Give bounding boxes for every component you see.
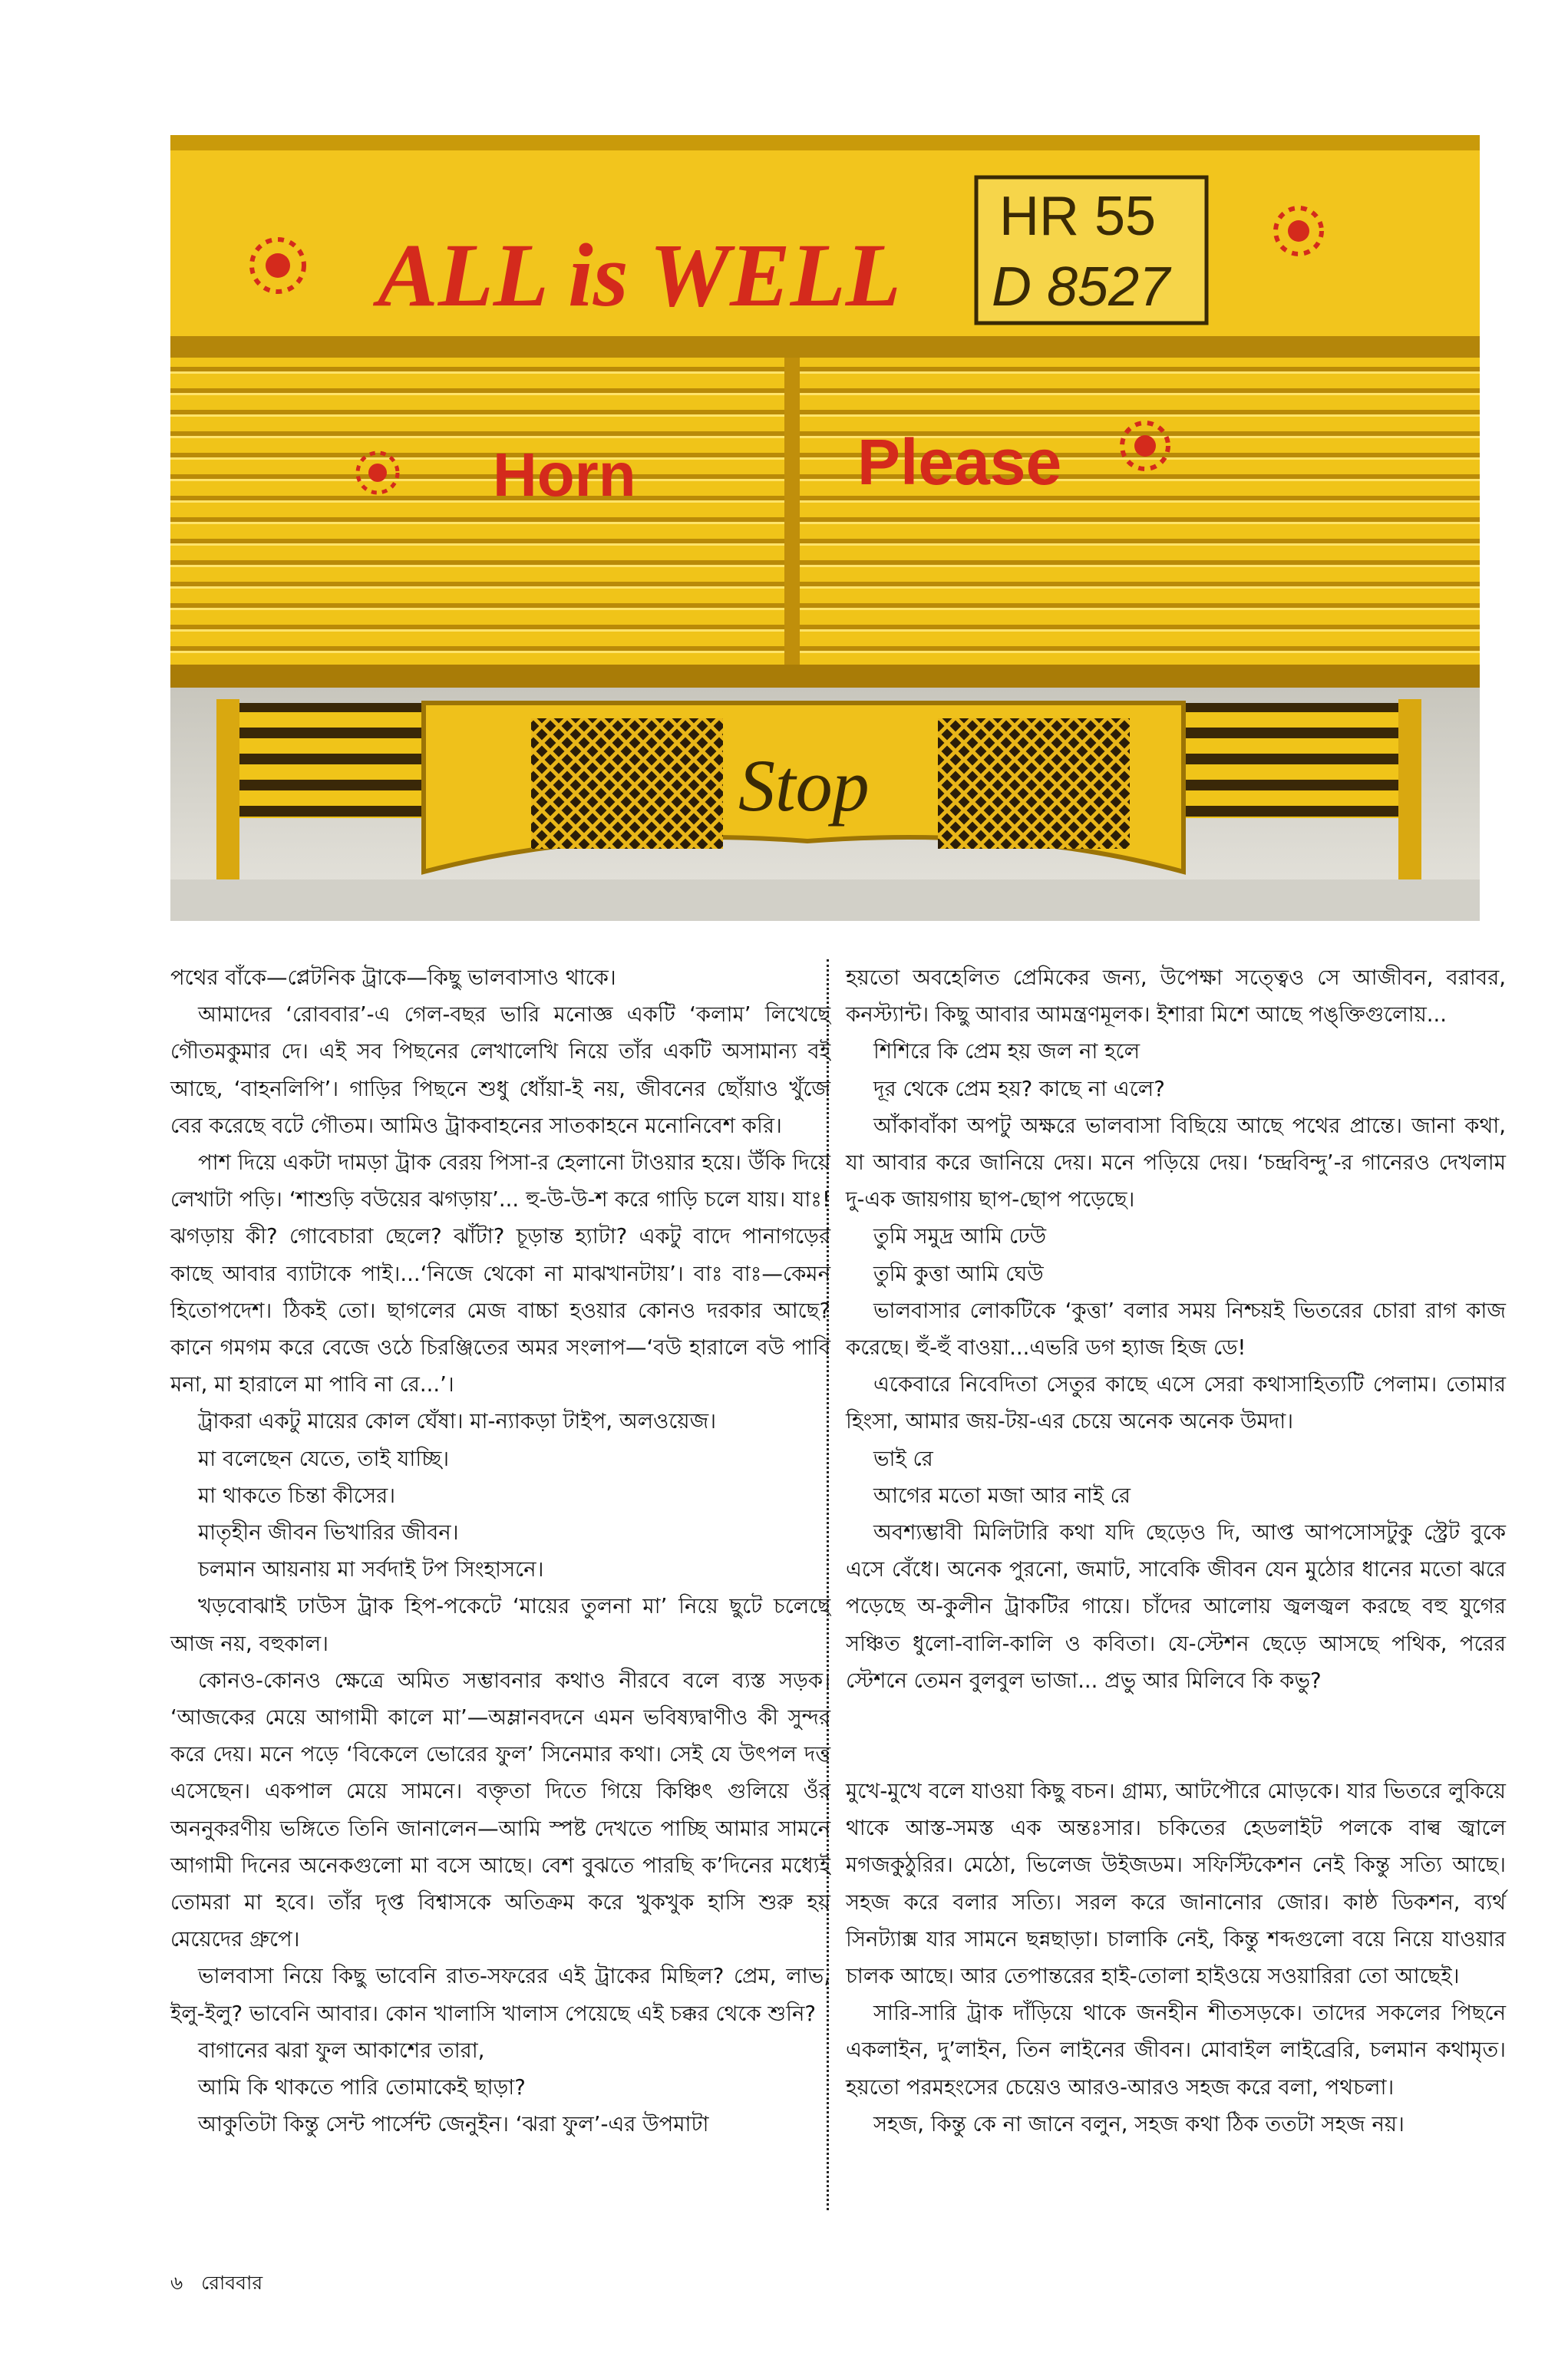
verse-line: বাগানের ঝরা ফুল আকাশের তারা, <box>198 2038 485 2063</box>
verse-line: তুমি কুত্তা আমি ঘেউ <box>873 1261 1044 1286</box>
horn-text: Horn <box>493 441 636 509</box>
paragraph: ভালবাসা নিয়ে কিছু ভাবেনি রাত-সফরের এই ট্রাকের মিছিল? প্রেম, লাভ, ইলু-ইলু? ভাবেনি আবার। কোন খালাসি খালাস পেয়েছে এই চক্কর থেকে শুনি? <box>170 1964 830 2026</box>
paragraph: পথের বাঁকে—প্লেটনিক ট্রাকে—কিছু ভালবাসাও থাকে। <box>170 965 616 990</box>
verse-line: আগের মতো মজা আর নাই রে <box>873 1483 1131 1508</box>
paragraph: কোনও-কোনও ক্ষেত্রে অমিত সম্ভাবনার কথাও নীরবে বলে ব্যস্ত সড়ক। ‘আজকের মেয়ে আগামী কালে মা’—অম্লানবদনে এমন ভবিষ্যদ্বাণীও কী সুন্দর করে দেয়। মনে পড়ে ‘বিকেলে ভোরের ফুল’ সিনেমার কথা। সেই যে উৎপল দত্ত এসেছেন। একপাল মেয়ে সামনে। বক্তৃতা দিতে গিয়ে কিঞ্চিৎ গুলিয়ে ওঁর অননুকরণীয় ভঙ্গিতে তিনি জানালেন—আমি স্পষ্ট দেখতে পাচ্ছি আমার সামনে আগামী দিনের অনেকগুলো মা বসে আছে। বেশ বুঝতে পারছি ক’দিনের মধ্যেই তোমরা মা হবে। তাঁর দৃপ্ত বিশ্বাসকে অতিক্রম করে খুকখুক হাসি শুরু হয় মেয়েদের গ্রুপে। <box>170 1668 830 1952</box>
left-column <box>170 959 830 2143</box>
verse-line: চলমান আয়নায় মা সর্বদাই টপ সিংহাসনে। <box>198 1557 544 1582</box>
verse-line: মাতৃহীন জীবন ভিখারির জীবন। <box>198 1520 459 1546</box>
verse-line: আমি কি থাকতে পারি তোমাকেই ছাড়া? <box>198 2075 526 2100</box>
paragraph: ট্রাকরা একটু মায়ের কোল ঘেঁষা। মা-ন্যাকড়া টাইপ, অলওয়েজ। <box>198 1409 717 1434</box>
paragraph: সহজ, কিন্তু কে না জানে বলুন, সহজ কথা ঠিক ততটা সহজ নয়। <box>873 2111 1405 2137</box>
left-mesh <box>531 718 723 849</box>
left-panel <box>170 358 784 672</box>
please-text: Please <box>857 426 1062 498</box>
paragraph: মুখে-মুখে বলে যাওয়া কিছু বচন। গ্রাম্য, আটপৌরে মোড়কে। যার ভিতরে লুকিয়ে থাকে আস্ত-সমস্ত এক অন্তঃসার। চকিতের হেডলাইট পলকে বাল্ব জ্বালে মগজকুঠুরির। মেঠো, ভিলেজ উইজডম। সফিস্টিকেশন নেই কিন্তু সত্যি আছে। সহজ করে বলার সত্যি। সরল করে জানানোর জোর। কাষ্ঠ ডিকশন, ব্যর্থ সিনট্যাক্স যার সামনে ছন্নছাড়া। চালাকি নেই, কিন্তু শব্দগুলো বয়ে নিয়ে যাওয়ার চালক আছে। আর তেপান্তরের হাই-তোলা হাইওয়ে সওয়ারিরা তো আছেই। <box>846 1779 1506 1989</box>
plate-line1: HR 55 <box>999 186 1157 247</box>
left-vent <box>239 703 439 818</box>
truck-photo <box>170 135 1480 921</box>
paragraph: ভালবাসার লোকটিকে ‘কুত্তা’ বলার সময় নিশ্চয়ই ভিতরের চোরা রাগ কাজ করেছে। হুঁ-হুঁ বাওয়া...এভরি ডগ হ্যাজ হিজ ডে! <box>846 1298 1506 1361</box>
verse-line: ভাই রে <box>873 1446 933 1471</box>
column-divider <box>827 959 829 2210</box>
verse-line: মা বলেছেন যেতে, তাই যাচ্ছি। <box>198 1446 450 1471</box>
paragraph: আকুতিটা কিন্তু সেন্ট পার্সেন্ট জেনুইন। ‘ঝরা ফুল’-এর উপমাটা <box>198 2112 709 2137</box>
paragraph: আমাদের ‘রোববার’-এ গেল-বছর ভারি মনোজ্ঞ একটি ‘কলাম’ লিখেছে গৌতমকুমার দে। এই সব পিছনের লেখালেখি নিয়ে তাঁর একটি অসামান্য বই আছে, ‘বাহনলিপি’। গাড়ির পিছনে শুধু ধোঁয়া-ই নয়, জীবনের ছোঁয়াও খুঁজে বের করেছে বটে গৌতম। আমিও ট্রাকবাহনের সাতকাহনে মনোনিবেশ করি। <box>170 1002 830 1138</box>
verse-line: তুমি সমুদ্র আমি ঢেউ <box>873 1224 1047 1249</box>
paragraph: একেবারে নিবেদিতা সেতুর কাছে এসে সেরা কথাসাহিত্যটি পেলাম। তোমার হিংসা, আমার জয়-টয়-এর চেয়ে অনেক অনেক উমদা। <box>846 1372 1506 1434</box>
right-mesh <box>938 718 1130 849</box>
paragraph: অবশ্যম্ভাবী মিলিটারি কথা যদি ছেড়েও দি, আপ্ত আপসোসটুকু স্ট্রেট বুকে এসে বেঁধে। অনেক পুরনো, জমাট, সাবেকি জীবন যেন মুঠোর ধানের মতো ঝরে পড়েছে অ-কুলীন ট্রাকটির গায়ে। চাঁদের আলোয় জ্বলজ্বল করছে বহু যুগের সঞ্চিত ধুলো-বালি-কালি ও কবিতা। যে-স্টেশন ছেড়ে আসছে পথিক, পরের স্টেশনে তেমন বুলবুল ভাজা... প্রভু আর মিলিবে কি কভু? <box>846 1520 1506 1693</box>
right-column <box>846 959 1506 2143</box>
stop-text: Stop <box>738 744 870 827</box>
magazine-name: রোববার <box>201 2272 263 2294</box>
verse-line: দূর থেকে প্রেম হয়? কাছে না এলে? <box>873 1076 1165 1101</box>
verse-line: শিশিরে কি প্রেম হয় জল না হলে <box>873 1039 1141 1064</box>
plate-line2: D 8527 <box>992 256 1170 318</box>
right-vent <box>1176 703 1398 818</box>
paragraph: খড়বোঝাই ঢাউস ট্রাক হিপ-পকেটে ‘মায়ের তুলনা মা’ নিয়ে ছুটে চলেছে আজ নয়, বহুকাল। <box>170 1594 830 1656</box>
right-panel <box>800 358 1480 672</box>
page-footer <box>170 2268 262 2301</box>
section-break <box>846 1699 1506 1773</box>
page-number: ৬ <box>170 2272 183 2294</box>
truck-illustration <box>170 135 1480 921</box>
slogan-text: ALL is WELL <box>378 225 901 325</box>
paragraph: পাশ দিয়ে একটা দামড়া ট্রাক বেরয় পিসা-র হেলানো টাওয়ার হয়ে। উঁকি দিয়ে লেখাটা পড়ি। ‘শাশুড়ি বউয়ের ঝগড়ায়’... হু-উ-উ-শ করে গাড়ি চলে যায়। যাঃ! ঝগড়ায় কী? গোবেচারা ছেলে? ঝাঁটা? চূড়ান্ত হ্যাটা? একটু বাদে পানাগড়ের কাছে আবার ব্যাটাকে পাই।...‘নিজে থেকো না মাঝখানটায়’। বাঃ বাঃ—কেমন হিতোপদেশ। ঠিকই তো। ছাগলের মেজ বাচ্চা হওয়ার কোনও দরকার আছে? কানে গমগম করে বেজে ওঠে চিরঞ্জিতের অমর সংলাপ—‘বউ হারালে বউ পাবি মনা, মা হারালে মা পাবি না রে...’। <box>170 1150 830 1397</box>
paragraph: আঁকাবাঁকা অপটু অক্ষরে ভালবাসা বিছিয়ে আছে পথের প্রান্তে। জানা কথা, যা আবার করে জানিয়ে দেয়। মনে পড়িয়ে দেয়। ‘চন্দ্রবিন্দু’-র গানেরও দেখলাম দু-এক জায়গায় ছাপ-ছোপ পড়েছে। <box>846 1113 1506 1213</box>
verse-line: মা থাকতে চিন্তা কীসের। <box>198 1483 396 1508</box>
paragraph: সারি-সারি ট্রাক দাঁড়িয়ে থাকে জনহীন শীতসড়কে। তাদের সকলের পিছনে একলাইন, দু’লাইন, তিন লাইনের জীবন। মোবাইল লাইব্রেরি, চলমান কথামৃত। হয়তো পরমহংসের চেয়েও আরও-আরও সহজ করে বলা, পথচলা। <box>846 2001 1506 2100</box>
paragraph: হয়তো অবহেলিত প্রেমিকের জন্য, উপেক্ষা সত্ত্বেও সে আজীবন, বরাবর, কনস্ট্যান্ট। কিছু আবার আমন্ত্রণমূলক। ইশারা মিশে আছে পঙ্‌ক্তিগুলোয়... <box>846 965 1506 1028</box>
